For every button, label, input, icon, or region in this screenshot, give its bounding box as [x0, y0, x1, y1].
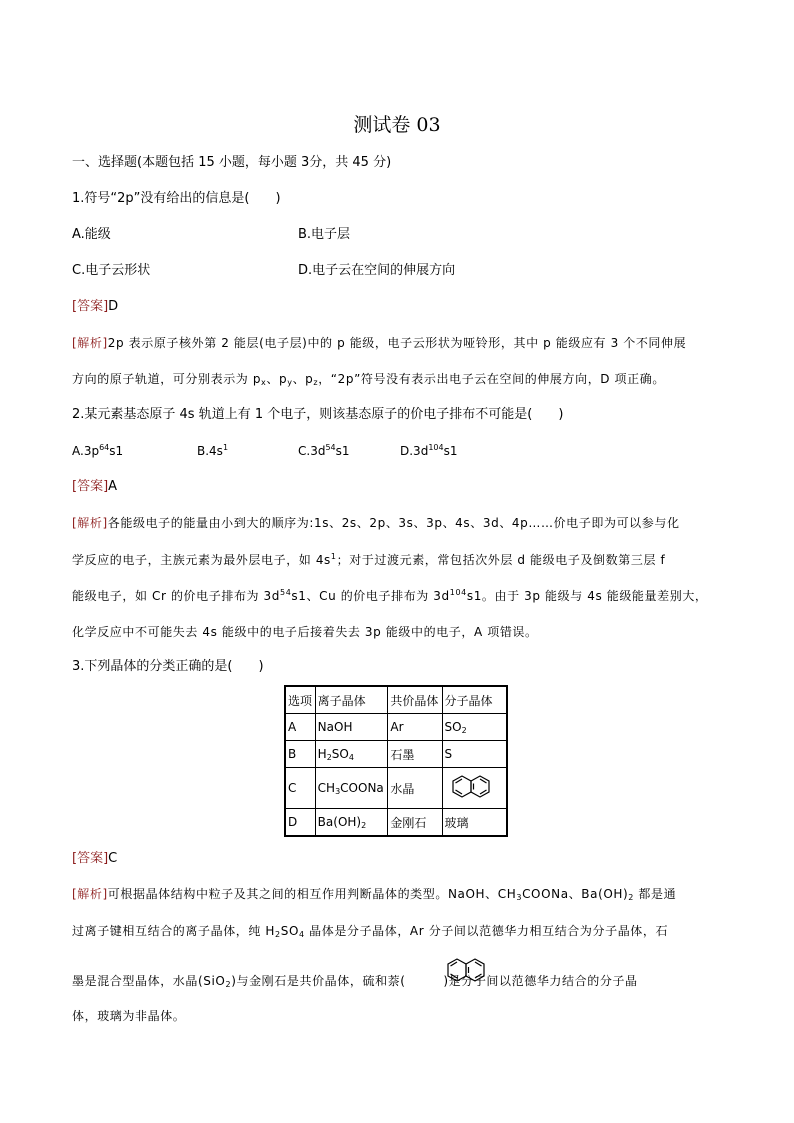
table-header-cell: 共价晶体 [388, 686, 442, 714]
q1-option-b: B.电子层 [298, 227, 351, 242]
table-cell: D [285, 809, 315, 837]
table-cell: NaOH [315, 714, 388, 741]
q2-option-a: $A.3p^{64}s1$ [72, 443, 124, 458]
q1-analysis-line-2: 方向的原子轨道，可分别表示为 $p_x$、$p_y$、$p_z$，“2p”符号没有表示出电子云在空间的伸展方向，D 项正确。 [72, 372, 665, 387]
q2-answer: [答案]A [72, 479, 118, 494]
table-cell: S [442, 741, 507, 768]
q2-option-b: $B.4s^1$ [197, 443, 229, 458]
table-row [285, 809, 507, 837]
table-cell: $CH_3COONa$ [315, 768, 388, 809]
q2-analysis-line-1: [解析]各能级电子的能量由小到大的顺序为:1s、2s、2p、3s、3p、4s、3d、4p……价电子即为可以参与化 [72, 516, 680, 530]
table-row [285, 768, 507, 809]
q3-answer: [答案]C [72, 851, 118, 866]
q3-analysis-line-2: 过离子键相互结合的离子晶体，纯 $H_2SO_4$ 晶体是分子晶体，Ar 分子间以范德华力相互结合为分子晶体，石 [72, 924, 669, 939]
table-cell: A [285, 714, 315, 741]
table-cell: Ar [388, 714, 442, 741]
q1-answer: [答案]D [72, 299, 119, 314]
table-cell: 金刚石 [388, 809, 442, 837]
q1-analysis-line-1: [解析]2p 表示原子核外第 2 能层(电子层)中的 p 能级，电子云形状为哑铃形，其中 p 能级应有 3 个不同伸展 [72, 336, 687, 350]
table-row [285, 714, 507, 741]
q2-analysis-line-2: 学反应的电子，主族元素为最外层电子，如 $4s^1$；对于过渡元素，常包括次外层 d 能级电子及倒数第三层 f [72, 552, 666, 567]
section-heading: 一、选择题(本题包括 15 小题，每小题 3分，共 45 分) [72, 155, 392, 170]
table-cell: $Ba(OH)_2$ [315, 809, 388, 837]
q2-analysis-line-3: 能级电子，如 Cr 的价电子排布为 $3d^{54}s1$、Cu 的价电子排布为 $3d^{104}s1$。由于 3p 能级与 4s 能级能量差别大， [72, 588, 708, 603]
q2-stem: 2.某元素基态原子 4s 轨道上有 1 个电子，则该基态原子的价电子排布不可能是( ) [72, 407, 564, 422]
table-cell: B [285, 741, 315, 768]
table-cell: 玻璃 [442, 809, 507, 837]
q2-analysis-line-4: 化学反应中不可能失去 4s 能级中的电子后接着失去 3p 能级中的电子，A 项错误。 [72, 625, 538, 639]
table-header-row [285, 686, 507, 714]
q1-option-c: C.电子云形状 [72, 263, 151, 278]
naphthalene-inline-icon [442, 954, 496, 988]
table-header-cell: 选项 [285, 686, 315, 714]
q2-option-d: $D.3d^{104}s1$ [400, 443, 458, 458]
page-title: 测试卷 03 [353, 114, 441, 136]
table-cell: $SO_2$ [442, 714, 507, 741]
q3-analysis-line-3: 墨是混合型晶体，水晶(SiO$_2$)与金刚石是共价晶体，硫和萘( )是分子间以范德华力结合的分子晶 [72, 974, 638, 989]
table-cell-naphthalene [442, 768, 507, 809]
q3-analysis-line-4: 体，玻璃为非晶体。 [72, 1009, 186, 1023]
naphthalene-structure-icon [445, 772, 503, 804]
table-cell: 石墨 [388, 741, 442, 768]
q2-option-c: $C.3d^{54}s1$ [298, 443, 350, 458]
q1-stem: 1.符号“2p”没有给出的信息是( ) [72, 191, 281, 206]
q3-analysis-line-1: [解析]可根据晶体结构中粒子及其之间的相互作用判断晶体的类型。NaOH、$CH_3COONa$、$Ba(OH)_2$ 都是通 [72, 887, 677, 902]
crystal-classification-table [284, 685, 508, 837]
q1-option-a: A.能级 [72, 227, 111, 242]
table-row [285, 741, 507, 768]
table-header-cell: 分子晶体 [442, 686, 507, 714]
q3-stem: 3.下列晶体的分类正确的是( ) [72, 659, 264, 674]
table-cell: 水晶 [388, 768, 442, 809]
table-cell: $H_2SO_4$ [315, 741, 388, 768]
q1-option-d: D.电子云在空间的伸展方向 [298, 263, 456, 278]
table-header-cell: 离子晶体 [315, 686, 388, 714]
table-cell: C [285, 768, 315, 809]
